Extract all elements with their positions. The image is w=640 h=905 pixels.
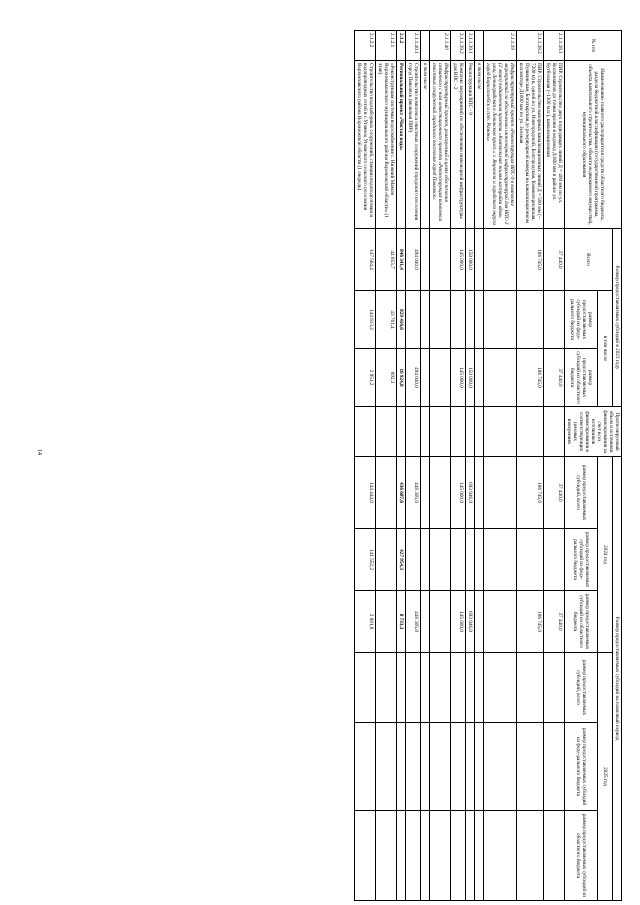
- cell-r24: 693 946,9: [466, 591, 475, 653]
- cell-cofin: [475, 407, 484, 457]
- cell-t24: [475, 457, 484, 529]
- cell-no: 2.1.1.39.2: [451, 31, 466, 61]
- header-name: Наименование главного распорядителя средств областного бюджета, раздела бюджетной классификации (государственной программы, объекта капитального строительства, объекта недвижимого имущества), муниципального образования: [565, 61, 622, 229]
- cell-name: в том числе: [475, 61, 484, 229]
- cell-f24: [475, 529, 484, 591]
- table-row: [484, 31, 517, 901]
- cell-cofin: [406, 407, 421, 457]
- cell-name: Строительство комплекса очистных сооружений городского поселения город Павловск (включая ПИР): [406, 61, 421, 229]
- cell-cofin: [517, 407, 544, 457]
- cell-reg: 145 000,0: [451, 349, 466, 407]
- cell-t25: [430, 653, 451, 723]
- cell-r24: [430, 591, 451, 653]
- cell-fed: [406, 291, 421, 349]
- cell-r24: [484, 591, 517, 653]
- cell-f24: [544, 529, 565, 591]
- cell-total: 147 564,4: [355, 229, 376, 291]
- cell-name: Инфраструктурный проект «Реконструкция ВПС-9 в комплексе мероприятий по обеспечению инженерной инфраструктурой для ВПС-2 (2 этап) подключения проекта «Комплексная жилая застройка вдоль улиц Ленинградская в Ленинском просп.» г. Воронеж и городского округа город Борисоглебск и пгт. Рамонь»: [484, 61, 517, 229]
- header-fed-2025: размер предоставляемых субсидий из феде-рального бюджета: [565, 723, 598, 811]
- cell-f25: [376, 723, 397, 811]
- cell-t24: 448 305,0: [406, 457, 421, 529]
- cell-t25: [397, 653, 406, 723]
- cell-fed: [466, 291, 475, 349]
- cell-reg: 494 040,0: [406, 349, 421, 407]
- cell-total: 846 341,4: [397, 229, 406, 291]
- cell-t24: 37 440,0: [544, 457, 565, 529]
- cell-f25: [544, 723, 565, 811]
- cell-cofin: [397, 407, 406, 457]
- table-body: [355, 31, 565, 901]
- page-number: 14: [36, 449, 42, 455]
- cell-name: Региональный проект «Чистая вода»: [397, 61, 406, 229]
- table-row: [406, 31, 421, 901]
- cell-t25: [451, 653, 466, 723]
- cell-name: Инфраструктурный проект, реализуемый в целях обеспечения связанного с ним инвестиционного проекта «Реконструкция комплекса очистных сооружений городского поселения город Павловск»: [430, 61, 451, 229]
- cell-total: 44 653,7: [376, 229, 397, 291]
- cell-fed: [421, 291, 430, 349]
- cell-t24: 145 000,0: [451, 457, 466, 529]
- cell-f25: [397, 723, 406, 811]
- cell-t24: 436 687,6: [397, 457, 406, 529]
- cell-no: 2.1.2.2: [355, 31, 376, 61]
- header-2025: 2025 год: [598, 653, 613, 901]
- cell-fed: 829 416,6: [397, 291, 406, 349]
- cell-t25: [421, 653, 430, 723]
- cell-r24: 37 440,0: [544, 591, 565, 653]
- table-row: [430, 31, 451, 901]
- cell-name: Комплекс мероприятий по обеспечению инженерной инфраструктуры для ВПС - 2: [451, 61, 466, 229]
- cell-r25: [517, 811, 544, 901]
- cell-t24: [421, 457, 430, 529]
- cell-fed: [430, 291, 451, 349]
- header-reg-2024: размер предоставляемых субсидий из областного бюджета: [565, 591, 598, 653]
- header-total-2024: размер предоставляемых субсидий, всего: [565, 457, 598, 529]
- header-number: № п/п: [565, 31, 622, 61]
- cell-f25: [355, 723, 376, 811]
- cell-total: 150 000,0: [466, 229, 475, 291]
- cell-name: ПИР. Строительство двух подводящих линий Д = 400 мм по ул. Космонавтов до точки врезки в водовод Д.800 мм в районе ул. Бутбольная (~1300 м.п.), канализационная: [544, 61, 565, 229]
- cell-fed: [517, 291, 544, 349]
- cell-total: 145 000,0: [451, 229, 466, 291]
- cell-t25: [406, 653, 421, 723]
- cell-f24: [430, 529, 451, 591]
- cell-no: 2.1.2.1: [376, 31, 397, 61]
- header-reg-2025: размер предоставляемых субсидий из областного бюджета: [565, 811, 598, 901]
- cell-name: Реконструкция ВПС - 9: [466, 61, 475, 229]
- cell-reg: 37 440,0: [544, 349, 565, 407]
- cell-no: 2.1.1.40: [430, 31, 451, 61]
- cell-reg: [430, 349, 451, 407]
- header-2023: Размер предоставляемых субсидий в 2023 году: [613, 229, 622, 407]
- header-planning: Размер предоставляемых субсидий на плановый период: [613, 457, 622, 901]
- rotated-table-page: [32, 30, 622, 900]
- table-row: [355, 31, 376, 901]
- cell-r24: [475, 591, 484, 653]
- cell-t25: [475, 653, 484, 723]
- cell-reg: 2 951,2: [355, 349, 376, 407]
- cell-t24: 144 444,0: [355, 457, 376, 529]
- cell-fed: 43 761,4: [376, 291, 397, 349]
- cell-total: [430, 229, 451, 291]
- cell-reg: 186 745,0: [517, 349, 544, 407]
- cell-f24: 427 954,3: [397, 529, 406, 591]
- cell-t24: [484, 457, 517, 529]
- cell-r24: 145 000,0: [451, 591, 466, 653]
- cell-reg: [421, 349, 430, 407]
- cell-r25: [544, 811, 565, 901]
- cell-no: 2.1.1.38.2: [517, 31, 544, 61]
- table-row: [544, 31, 565, 901]
- cell-cofin: [466, 407, 475, 457]
- cell-f25: [451, 723, 466, 811]
- cell-t25: [466, 653, 475, 723]
- cell-r25: [475, 811, 484, 901]
- cell-f24: [451, 529, 466, 591]
- cell-fed: [475, 291, 484, 349]
- cell-t24: 186 745,0: [517, 457, 544, 529]
- cell-f25: [484, 723, 517, 811]
- cell-r25: [451, 811, 466, 901]
- cell-reg: [484, 349, 517, 407]
- cell-t25: [517, 653, 544, 723]
- cell-f24: [466, 529, 475, 591]
- cell-name: «Реконструкция системы водоснабжения с. Нижний Мамон Верхнемамонского муниципального района Воронежской области» (1 этап): [376, 61, 397, 229]
- cell-t24: [430, 457, 451, 529]
- cell-total: [421, 229, 430, 291]
- header-total: Всего: [565, 229, 613, 291]
- cell-r24: [376, 591, 397, 653]
- cell-reg: 16 924,8: [397, 349, 406, 407]
- cell-no: 2.1.2: [397, 31, 406, 61]
- header-reg-2023: размер предоставляемых субсидий из областного бюджета: [565, 349, 598, 407]
- cell-f25: [406, 723, 421, 811]
- header-fed-2023: размер предоставляемых субсидий из феде-рального бюджета: [565, 291, 598, 349]
- cell-r24: 2 891,8: [355, 591, 376, 653]
- table-row: [517, 31, 544, 901]
- cell-r25: [421, 811, 430, 901]
- cell-no: 2.1.1.38.1: [544, 31, 565, 61]
- cell-f25: [517, 723, 544, 811]
- cell-reg: 150 000,0: [466, 349, 475, 407]
- cell-r25: [397, 811, 406, 901]
- header-total-2025: размер предоставляемых субсидий, всего: [565, 653, 598, 723]
- cell-r25: [484, 811, 517, 901]
- cell-name: Строительство водозаборных сооружений, станции водоподготовки и водопроводных сетей в с.Углянец Углянского сельского поселения Верхнехавского района Воронежской области (1 очередь): [355, 61, 376, 229]
- cell-f24: 141 552,2: [355, 529, 376, 591]
- cell-total: 494 040,0: [406, 229, 421, 291]
- table-row: [475, 31, 484, 901]
- cell-f24: [421, 529, 430, 591]
- cell-f25: [475, 723, 484, 811]
- cell-total: [484, 229, 517, 291]
- cell-r25: [466, 811, 475, 901]
- cell-fed: 144 613,2: [355, 291, 376, 349]
- cell-fed: [484, 291, 517, 349]
- cell-no: 2.1.1.39.1: [466, 31, 475, 61]
- cell-reg: [475, 349, 484, 407]
- cell-reg: 892,3: [376, 349, 397, 407]
- cell-t25: [544, 653, 565, 723]
- cell-cofin: [544, 407, 565, 457]
- subsidy-table: [354, 30, 622, 901]
- cell-name: ПИР. Строительство напорных канализационных линий Д = 500 мм (~ 7200 м) в, одной по ул. Новгородской, Белгородская, Коминтерновская, Пушкинская, Богатырская до резервуарной камеры на канализационном коллекторе Д1000 мм по ул. Зеленая: [517, 61, 544, 229]
- table-row: [466, 31, 475, 901]
- cell-r24: 186 745,0: [517, 591, 544, 653]
- cell-f24: [517, 529, 544, 591]
- cell-total: [475, 229, 484, 291]
- header-2024: 2024 год: [598, 457, 613, 653]
- cell-f24: [376, 529, 397, 591]
- cell-total: 37 440,0: [544, 229, 565, 291]
- cell-r25: [406, 811, 421, 901]
- cell-name: в том числе: [421, 61, 430, 229]
- cell-f25: [421, 723, 430, 811]
- cell-r24: 448 305,0: [406, 591, 421, 653]
- cell-t25: [355, 653, 376, 723]
- cell-r25: [430, 811, 451, 901]
- table-row: [421, 31, 430, 901]
- cell-cofin: [376, 407, 397, 457]
- cell-cofin: [355, 407, 376, 457]
- cell-cofin: [421, 407, 430, 457]
- cell-fed: [451, 291, 466, 349]
- cell-t25: [484, 653, 517, 723]
- table-row: [397, 31, 406, 901]
- cell-r24: [421, 591, 430, 653]
- cell-cofin: [451, 407, 466, 457]
- cell-t24: [376, 457, 397, 529]
- cell-t25: [376, 653, 397, 723]
- cell-no: 2.1.1.39: [484, 31, 517, 61]
- cell-no: [475, 31, 484, 61]
- cell-r25: [376, 811, 397, 901]
- cell-total: 186 745,0: [517, 229, 544, 291]
- cell-no: [421, 31, 430, 61]
- cell-fed: [544, 291, 565, 349]
- header-fed-2024: размер предоставляемых субсидий из феде-рального бюджета: [565, 529, 598, 591]
- cell-r24: 8 733,3: [397, 591, 406, 653]
- header-cofinancing: Прогнозируемый объем и источники финансирования за счет всех источников финансирования в соответствующих ценовых измерениях: [565, 407, 622, 457]
- cell-f25: [466, 723, 475, 811]
- cell-cofin: [484, 407, 517, 457]
- cell-no: 2.1.1.40.1: [406, 31, 421, 61]
- table-row: [451, 31, 466, 901]
- header-in-that-number: в том числе: [598, 291, 613, 407]
- cell-t24: 693 946,9: [466, 457, 475, 529]
- cell-f25: [430, 723, 451, 811]
- cell-cofin: [430, 407, 451, 457]
- cell-r25: [355, 811, 376, 901]
- cell-f24: [484, 529, 517, 591]
- table-row: [376, 31, 397, 901]
- cell-f24: [406, 529, 421, 591]
